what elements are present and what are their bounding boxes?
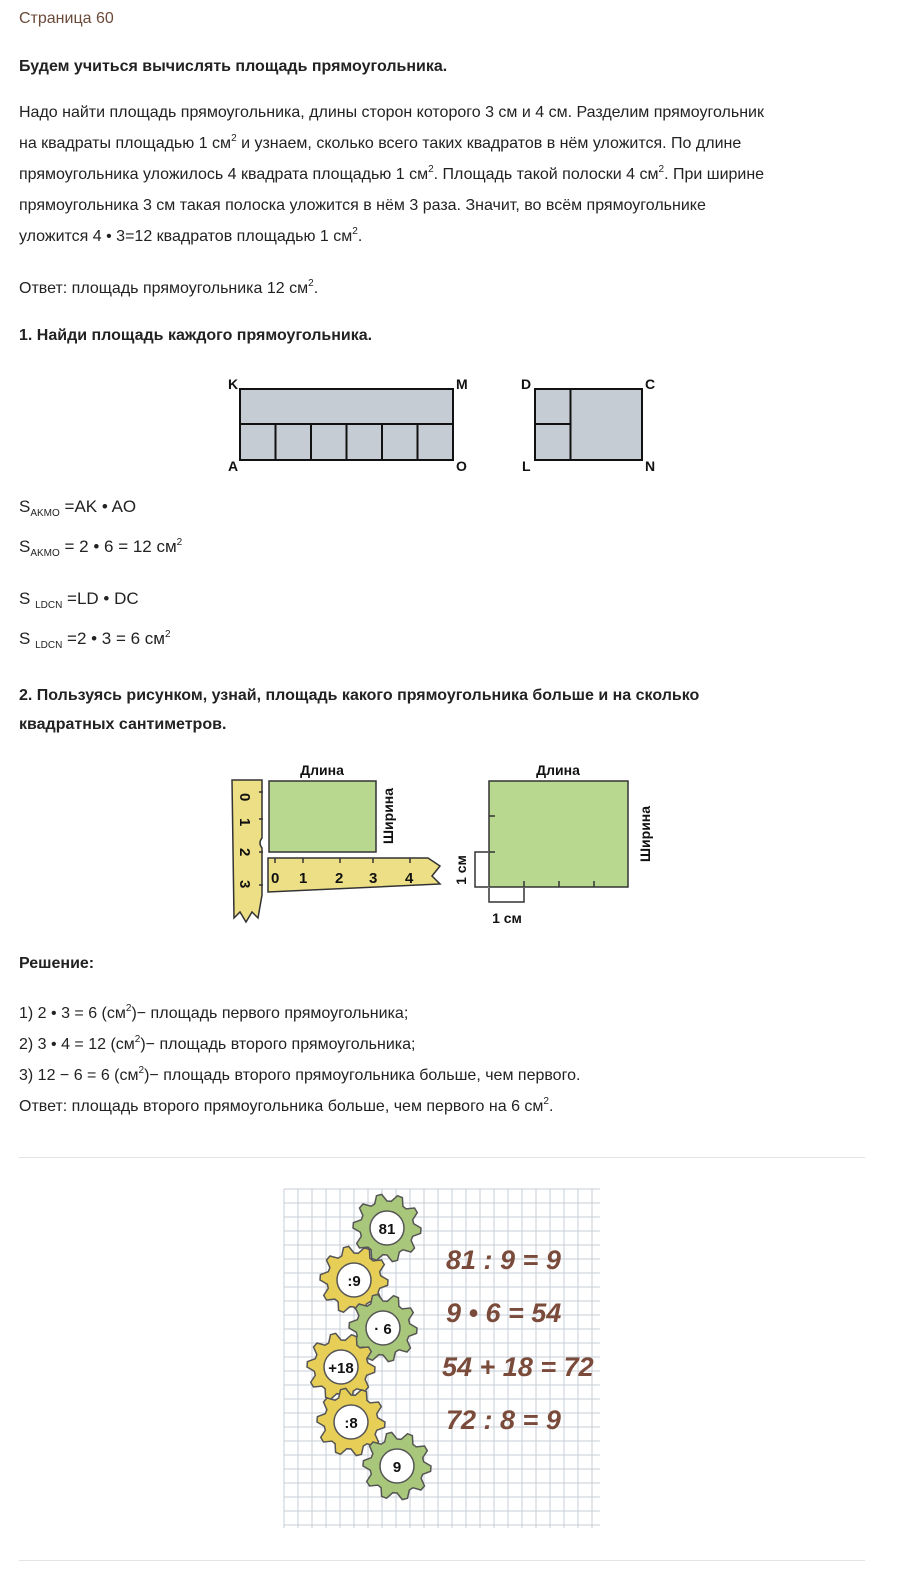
superscript: 2: [165, 629, 171, 640]
formula-ldcn-1: [19, 589, 139, 609]
step-text: )− площадь второго прямоугольника больше, чем первого.: [144, 1067, 581, 1084]
intro-text: . При ширине: [664, 166, 765, 183]
equation-4: 72 : 8 = 9: [446, 1405, 561, 1435]
solution-step: [19, 998, 879, 1029]
formula-ldcn-2: [19, 629, 171, 649]
step-text: 2) 3 • 4 = 12 (см: [19, 1036, 135, 1053]
section-heading: Будем учиться вычислять площадь прямоугольника.: [19, 58, 448, 75]
intro-line-4: прямоугольника 3 см такая полоска уложится в нём 3 раза. Значит, во всём прямоугольнике: [19, 197, 706, 214]
rectangle-first: [269, 781, 376, 852]
step-text: 3) 12 − 6 = 6 (см: [19, 1067, 139, 1084]
intro-text: прямоугольника уложилось 4 квадрата площадью 1 см: [19, 166, 429, 183]
divider: [19, 1560, 865, 1561]
cm-bracket-vertical: [475, 852, 488, 887]
ruler-number: 3: [236, 880, 253, 889]
task1-heading: 1. Найди площадь каждого прямоугольника.: [19, 327, 373, 344]
label-d: D: [521, 376, 532, 392]
ruler-number: 4: [405, 870, 414, 887]
formula-text: =LD • DC: [62, 589, 139, 608]
formula-s: S: [19, 629, 36, 648]
subscript: LDCN: [35, 600, 63, 611]
formula-text: =2 • 3 = 6 см: [62, 629, 165, 648]
formula-text: = 2 • 6 = 12 см: [59, 537, 177, 556]
intro-line-3: [19, 159, 879, 190]
task2-heading-line: квадратных сантиметров.: [19, 716, 227, 733]
label-a: A: [228, 458, 239, 474]
formula-akmo-1: [19, 497, 136, 517]
step-text: )− площадь второго прямоугольника;: [140, 1036, 416, 1053]
ruler-number: 0: [236, 793, 253, 802]
equation-1: 81 : 9 = 9: [446, 1245, 561, 1275]
answer-text: .: [313, 280, 319, 297]
label-o: O: [456, 458, 467, 474]
intro-text: и узнаем, сколько всего таких квадратов в нём уложится. По длине: [236, 135, 742, 152]
intro-paragraph: [19, 97, 879, 252]
formula-akmo-2: [19, 537, 182, 557]
equation-3: 54 + 18 = 72: [442, 1352, 594, 1382]
intro-line-1: Надо найти площадь прямоугольника, длины сторон которого 3 см и 4 см. Разделим прямоугольник: [19, 104, 764, 121]
formula-s: S: [19, 537, 31, 556]
intro-text: .: [357, 228, 363, 245]
solution-step: [19, 1060, 879, 1091]
gear-puzzle: [282, 1187, 602, 1530]
rectangle-second: [489, 781, 628, 887]
solution-heading: Решение:: [19, 955, 95, 972]
intro-text: уложится 4 • 3=12 квадратов площадью 1 см: [19, 228, 353, 245]
subscript: AKMO: [30, 508, 60, 519]
superscript: 2: [231, 133, 237, 144]
gear-9-label: 9: [392, 1459, 402, 1476]
intro-text: . Площадь такой полоски 4 см: [433, 166, 659, 183]
label-l: L: [522, 458, 531, 474]
label-c: C: [645, 376, 656, 392]
ruler-number: 1: [299, 870, 308, 887]
answer-text: .: [548, 1098, 554, 1115]
solution-answer: [19, 1091, 879, 1122]
intro-line-2: [19, 128, 879, 159]
superscript: 2: [428, 164, 434, 175]
step-text: )− площадь первого прямоугольника;: [131, 1005, 409, 1022]
solution-step: [19, 1029, 879, 1060]
superscript: 2: [134, 1034, 141, 1045]
width-label: Ширина: [380, 787, 396, 845]
ruler-number: 0: [271, 870, 280, 887]
gear-divide-8-label: :8: [344, 1415, 358, 1432]
intro-line-5: [19, 221, 879, 252]
gear-81-label: 81: [378, 1221, 396, 1238]
label-k: K: [228, 376, 239, 392]
answer-text: Ответ: площадь второго прямоугольника больше, чем первого на 6 см: [19, 1098, 544, 1115]
superscript: 2: [543, 1096, 549, 1107]
ruler-number: 1: [236, 818, 253, 827]
length-label: Длина: [536, 762, 580, 778]
comparison-figure: [225, 755, 665, 930]
formula-text: =AK • AO: [59, 497, 137, 516]
equation-2: 9 • 6 = 54: [446, 1298, 562, 1328]
subscript: LDCN: [35, 640, 63, 651]
superscript: 2: [352, 226, 358, 237]
intro-text: на квадраты площадью 1 см: [19, 135, 232, 152]
cm-label-horizontal: 1 см: [492, 910, 522, 926]
gear-divide-9-label: :9: [347, 1273, 361, 1290]
ruler-number: 3: [369, 870, 378, 887]
solution-steps: [19, 998, 879, 1122]
superscript: 2: [138, 1065, 145, 1076]
intro-answer: [19, 280, 318, 298]
answer-text: Ответ: площадь прямоугольника 12 см: [19, 280, 309, 297]
label-n: N: [645, 458, 656, 474]
width-label: Ширина: [637, 805, 653, 863]
step-text: 1) 2 • 3 = 6 (см: [19, 1005, 126, 1022]
ruler-number: 2: [236, 848, 253, 857]
formula-s: S: [19, 589, 36, 608]
subscript: AKMO: [30, 548, 60, 559]
horizontal-ruler: [268, 858, 440, 892]
task2-heading-line: 2. Пользуясь рисунком, узнай, площадь какого прямоугольника больше и на сколько: [19, 687, 700, 704]
rectangles-figure: [220, 370, 670, 480]
ruler-number: 2: [335, 870, 344, 887]
formula-s: S: [19, 497, 31, 516]
gear-multiply-6-label: · 6: [374, 1321, 392, 1338]
page-title: Страница 60: [19, 10, 114, 27]
superscript: 2: [176, 537, 183, 548]
cm-label-vertical: 1 см: [453, 855, 469, 885]
divider: [19, 1157, 865, 1158]
label-m: M: [456, 376, 468, 392]
cm-bracket-horizontal: [489, 888, 524, 902]
task2-heading: [19, 681, 699, 739]
superscript: 2: [308, 278, 314, 289]
superscript: 2: [125, 1003, 132, 1014]
superscript: 2: [658, 164, 665, 175]
length-label: Длина: [300, 762, 344, 778]
gear-plus-18-label: +18: [328, 1360, 354, 1377]
